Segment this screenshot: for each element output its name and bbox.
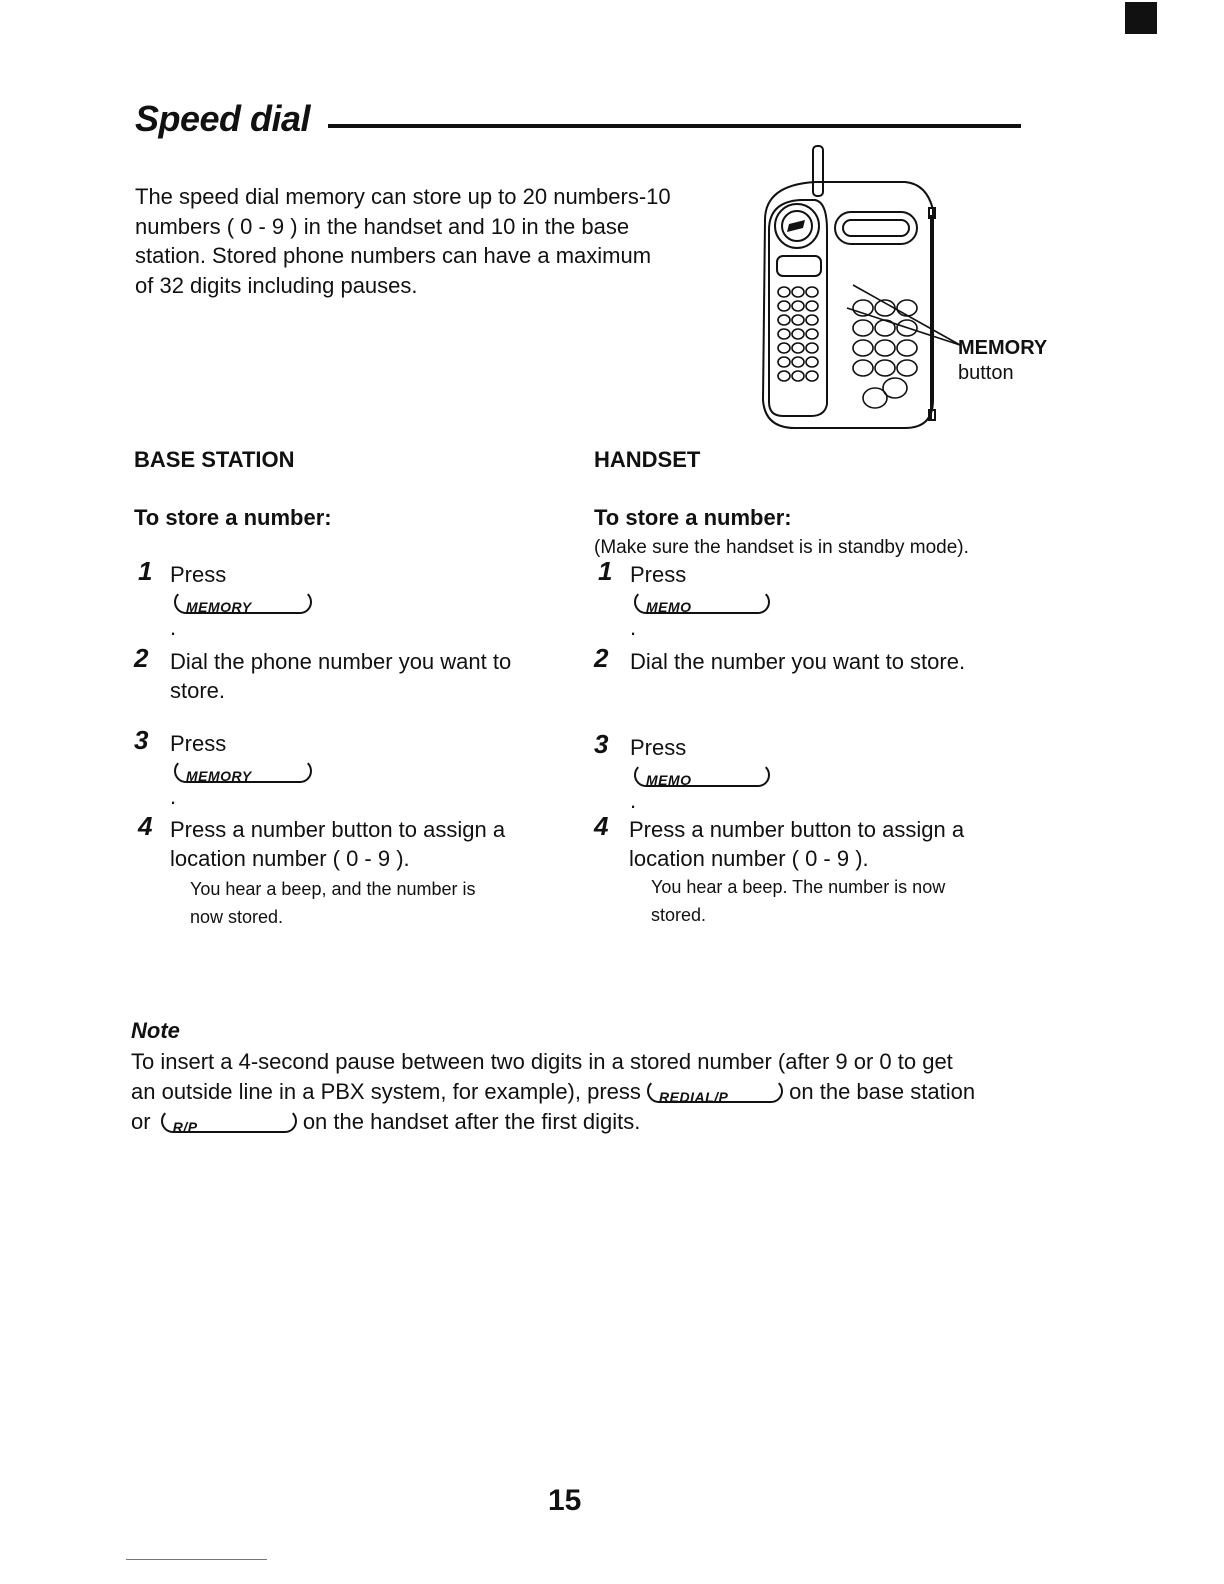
note-heading: Note xyxy=(131,1018,180,1043)
base-key-shape xyxy=(853,320,873,336)
key-label: R/P xyxy=(172,1119,198,1135)
title-rule xyxy=(328,124,1021,128)
base-key-shape xyxy=(853,360,873,376)
base-key-shape xyxy=(875,340,895,356)
note-text: on the base station xyxy=(789,1079,976,1104)
base-key-shape xyxy=(875,360,895,376)
memory-key xyxy=(174,590,312,614)
step-number: 1 xyxy=(598,556,613,586)
suffix: . xyxy=(170,783,177,809)
page-number: 15 xyxy=(548,1484,582,1517)
handset-key-shape xyxy=(806,329,818,339)
step-number: 2 xyxy=(594,643,609,673)
handset-key-shape xyxy=(806,357,818,367)
callout-sub: button xyxy=(958,362,1014,384)
callout-title: MEMORY xyxy=(958,337,1048,359)
base-key-shape xyxy=(897,340,917,356)
step-text xyxy=(170,561,312,642)
step-detail: stored. xyxy=(651,905,707,925)
key-label: MEMORY xyxy=(186,598,252,615)
handset-key-shape xyxy=(792,371,804,381)
step-detail: now stored. xyxy=(190,907,284,927)
memory-callout xyxy=(958,336,1047,386)
base-store-subheading: To store a number: xyxy=(134,505,332,530)
step-number: 3 xyxy=(134,725,149,755)
step-line: Press a number button to assign a xyxy=(170,817,506,842)
suffix: . xyxy=(630,614,637,640)
press-label: Press xyxy=(170,731,227,756)
step-number: 4 xyxy=(594,811,609,841)
handset-key-shape xyxy=(792,301,804,311)
suffix: . xyxy=(170,614,177,640)
handset-key-shape xyxy=(792,343,804,353)
handset-key-shape xyxy=(806,343,818,353)
handset-key-shape xyxy=(792,287,804,297)
step-number: 3 xyxy=(594,729,609,759)
handset-key-shape xyxy=(792,357,804,367)
note-text: on the handset after the first digits. xyxy=(302,1109,641,1134)
note-text: an outside line in a PBX system, for example), press xyxy=(131,1079,641,1104)
press-label: Press xyxy=(630,735,687,760)
memory-key xyxy=(174,759,312,783)
key-label: MEMO xyxy=(646,598,692,615)
handset-key-shape xyxy=(778,329,790,339)
handset-key-shape xyxy=(778,343,790,353)
bottom-rule xyxy=(126,1559,267,1560)
base-key-shape xyxy=(883,378,907,398)
step-line: store. xyxy=(170,677,226,703)
base-key-shape xyxy=(897,300,917,316)
note-line-2 xyxy=(131,1077,1031,1107)
step-text xyxy=(170,730,312,811)
step-text xyxy=(170,816,505,931)
handset-key-shape xyxy=(778,301,790,311)
press-label: Press xyxy=(630,562,687,587)
step-line: Press a number button to assign a xyxy=(629,817,965,842)
key-label: MEMO xyxy=(646,771,692,788)
handset-key-shape xyxy=(778,315,790,325)
step-detail: You hear a beep. The number is now xyxy=(651,877,946,897)
handset-heading: HANDSET xyxy=(594,447,701,472)
memo-key xyxy=(634,590,770,614)
note-text: or xyxy=(131,1109,151,1134)
suffix: . xyxy=(630,787,637,813)
corner-mark xyxy=(1125,2,1157,34)
step-text xyxy=(629,816,964,929)
key-label: REDIAL/P xyxy=(659,1089,729,1105)
handset-key-shape xyxy=(806,287,818,297)
intro-paragraph xyxy=(135,182,735,300)
step-number: 2 xyxy=(134,643,149,673)
press-label: Press xyxy=(170,562,227,587)
handset-key-shape xyxy=(792,315,804,325)
handset-store-subheading: To store a number: xyxy=(594,505,792,530)
step-text xyxy=(630,561,770,642)
intro-line: of 32 digits including pauses. xyxy=(135,272,418,298)
base-key-shape xyxy=(897,360,917,376)
step-line: Dial the phone number you want to xyxy=(170,649,512,674)
step-line: location number ( 0 - 9 ). xyxy=(629,845,869,871)
key-label: MEMORY xyxy=(186,767,252,784)
handset-key-shape xyxy=(778,287,790,297)
step-number: 4 xyxy=(138,811,153,841)
step-text xyxy=(630,734,770,815)
page-title: Speed dial xyxy=(135,98,311,139)
step-line: location number ( 0 - 9 ). xyxy=(170,845,410,871)
intro-line: station. Stored phone numbers can have a maximum xyxy=(135,243,652,268)
intro-line: numbers ( 0 - 9 ) in the handset and 10 in the base xyxy=(135,213,630,239)
handset-key-shape xyxy=(806,371,818,381)
redial-p-key xyxy=(647,1079,783,1103)
step-number: 1 xyxy=(138,556,153,586)
intro-line: The speed dial memory can store up to 20 numbers-10 xyxy=(135,184,671,209)
base-key-shape xyxy=(853,340,873,356)
step-detail: You hear a beep, and the number is xyxy=(190,879,476,899)
base-station-heading: BASE STATION xyxy=(134,447,295,472)
note-body xyxy=(131,1047,1031,1137)
step-text xyxy=(170,648,511,705)
r-p-key xyxy=(161,1109,297,1133)
step-text xyxy=(630,648,965,677)
step-line: Dial the number you want to store. xyxy=(630,649,966,674)
handset-key-shape xyxy=(806,301,818,311)
note-line-1: To insert a 4-second pause between two digits in a stored number (after 9 or 0 to get xyxy=(131,1049,953,1074)
note-line-3 xyxy=(131,1107,1031,1137)
memo-key xyxy=(634,763,770,787)
handset-key-shape xyxy=(806,315,818,325)
standby-note: (Make sure the handset is in standby mode). xyxy=(594,537,969,558)
handset-key-shape xyxy=(778,371,790,381)
phone-illustration xyxy=(755,140,1055,440)
handset-key-shape xyxy=(778,357,790,367)
handset-key-shape xyxy=(792,329,804,339)
